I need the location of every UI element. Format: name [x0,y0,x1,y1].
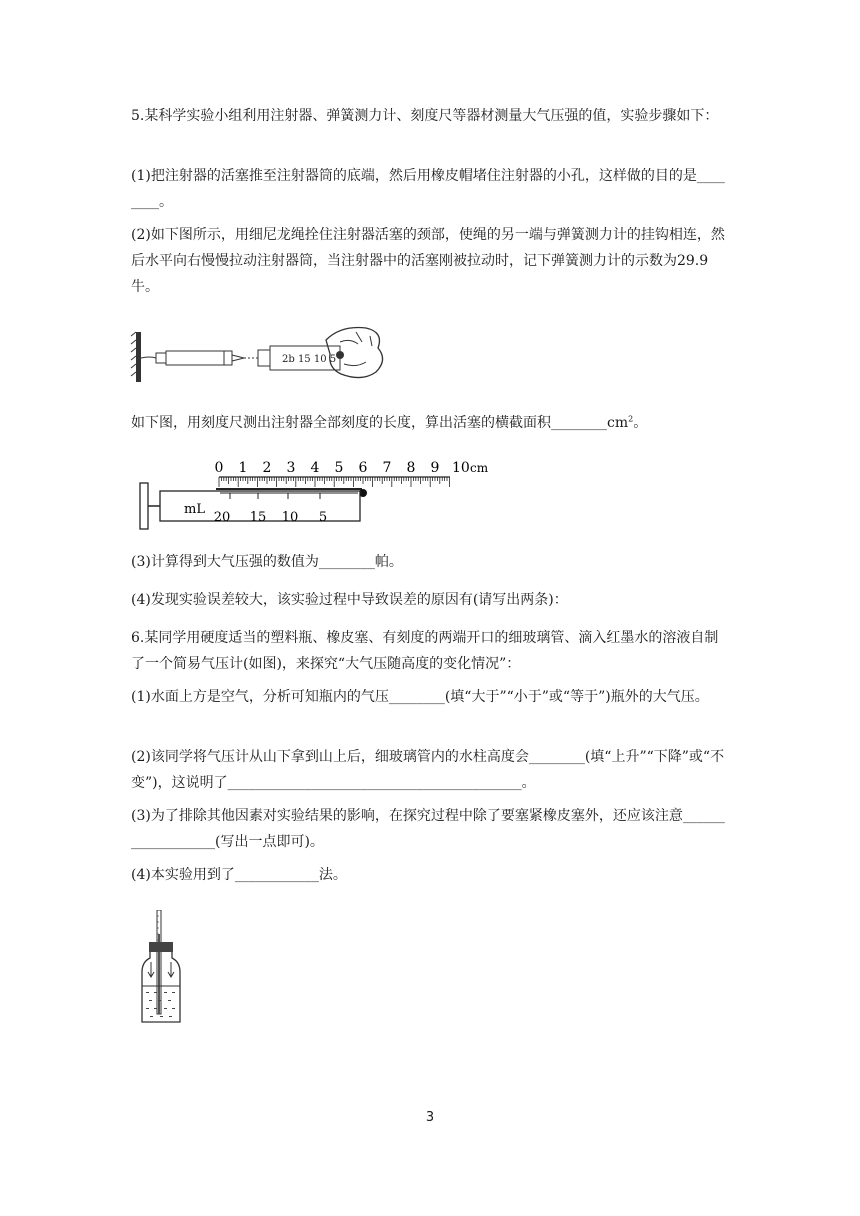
syringe-barrel [166,351,232,365]
ruler-tick-3: 3 [286,460,296,476]
ruler-tick-1: 1 [238,460,248,476]
ruler-tick-8: 8 [406,460,416,476]
rubber-stopper [149,942,173,952]
ruler-tick-6: 6 [358,460,368,476]
q6-stem: 6.某同学用硬度适当的塑料瓶、橡皮塞、有刻度的两端开口的细玻璃管、滴入红墨水的溶液自制了一个简易气压计(如图)，来探究“大气压随高度的变化情况”： [131,630,719,672]
syringe-spring-scale-figure [126,320,396,392]
q5-area-prompt: 如下图，用刻度尺测出注射器全部刻度的长度，算出活塞的横截面积$\_\_\_\_\_\_\_\_cm^2$。 [131,414,648,431]
syringe-tick-20: 20 [213,510,231,525]
q6-part4: (4)本实验用到了____________法。 [131,867,347,883]
spring-scale-label: 2b 15 10 5 [282,354,337,365]
ruler-tick-0: 0 [214,460,224,476]
plunger-end [140,483,148,529]
syringe-unit: mL [184,502,205,517]
q5-part1: (1)把注射器的活塞推至注射器筒的底端，然后用橡皮帽堵住注射器的小孔，这样做的目的是________。 [131,168,725,210]
q6-part2: (2)该同学将气压计从山下拿到山上后，细玻璃管内的水柱高度会________(填“上升”“下降”或“不变”)，这说明了__________________________________________。 [131,749,725,791]
syringe-tick-15: 15 [249,510,267,525]
q6-part1: (1)水面上方是空气，分析可知瓶内的气压________(填“大于”“小于”或“等于”)瓶外的大气压。 [131,689,709,705]
ruler-tick-2: 2 [262,460,272,476]
ruler-syringe-figure [130,455,490,535]
ruler-tick-10: 10 [452,460,470,476]
ruler-tick-4: 4 [310,460,320,476]
page-number: 3 [425,1110,435,1125]
syringe-tick-5: 5 [318,510,328,525]
q6-part3: (3)为了排除其他因素对实验结果的影响，在探究过程中除了要塞紧橡皮塞外，还应该注意__________________(写出一点即可)。 [131,808,725,850]
wall [136,332,141,382]
plunger-handle [156,353,166,363]
ruler-labels [215,460,489,476]
q5-stem: 5.某科学实验小组利用注射器、弹簧测力计、刻度尺等器材测量大气压强的值，实验步骤如下： [131,108,719,124]
q5-part2: (2)如下图所示，用细尼龙绳拴住注射器活塞的颈部，使绳的另一端与弹簧测力计的挂钩相连，然后水平向右慢慢拉动注射器筒，当注射器中的活塞刚被拉动时，记下弹簧测力计的示数为29.9牛。 [131,227,725,295]
barometer-bottle-figure [138,910,198,1026]
ruler-unit: cm [470,461,489,475]
ruler-tick-9: 9 [430,460,440,476]
syringe-tick-10: 10 [281,510,299,525]
q5-part4: (4)发现实验误差较大，该实验过程中导致误差的原因有(请写出两条)： [131,592,568,608]
q5-part3: (3)计算得到大气压强的数值为________帕。 [131,554,403,570]
ruler-tick-5: 5 [334,460,344,476]
ruler-tick-7: 7 [382,460,392,476]
